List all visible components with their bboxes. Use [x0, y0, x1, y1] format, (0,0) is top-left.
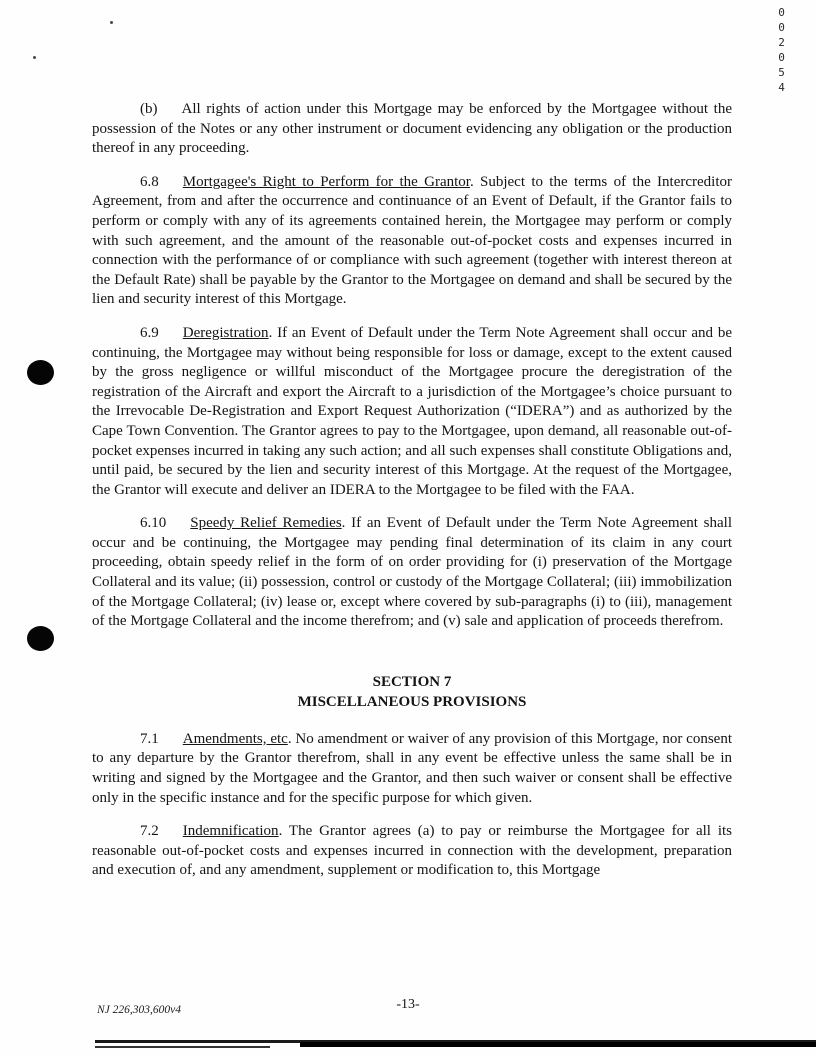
paragraph-6-8 — [92, 173, 732, 310]
scan-edge-artifact — [300, 1042, 816, 1047]
paragraph-number: 6.10 — [140, 515, 167, 532]
paragraph-text: If an Event of Default under the Term Note Agreement shall occur and be continuing, the Mortgagee may pending final determination of its claim in any court proceeding, obtain speedy relief in the form of on order providing for (i) preservation of the Mortgage Collateral and its value; (ii) possession, control or custody of the Mortgage Collateral; (iii) immobilization of the Mortgage Collateral; (iv) lease or, except where covered by sub-paragraphs (i) to (iii), management of the Mortgage Collateral and the income therefrom; and (v) sale and application of proceeds therefrom. — [92, 515, 732, 630]
paragraph-text: The Grantor agrees (a) to pay or reimburse the Mortgagee for all its reasonable out-of-pocket costs and expenses incurred in connection with the development, preparation and execution of, and any amendment, supplement or modification to, this Mortgage — [92, 823, 732, 879]
paragraph-b — [92, 100, 732, 159]
paragraph-6-9 — [92, 324, 732, 500]
heading-period: . — [341, 515, 346, 532]
paragraph-heading: Deregistration — [182, 324, 269, 341]
paragraph-heading: Indemnification — [182, 823, 279, 840]
paragraph-7-2 — [92, 822, 732, 881]
scan-stamp-number: 002054 — [775, 6, 788, 96]
document-id: NJ 226,303,600v4 — [97, 1004, 182, 1016]
paragraph-text: Subject to the terms of the Intercreditor Agreement, from and after the occurrence and continuance of an Event of Default, if the Grantor fails to perform or comply with any of its agreements contained herein, the Mortgagee may perform or comply with such agreement, and the amount of the reasonable out-of-pocket costs and expenses incurred in connection with the performance of or compliance with such agreement (together with interest thereon at the Default Rate) shall be payable by the Grantor to the Mortgagee on demand and shall be secured by the lien and security interest of this Mortgage. — [92, 173, 732, 308]
paragraph-6-10 — [92, 514, 732, 632]
paragraph-number: 7.1 — [140, 730, 159, 747]
paragraph-heading: Mortgagee's Right to Perform for the Grantor — [182, 173, 470, 190]
punch-hole-mark — [27, 360, 54, 385]
paragraph-number: 6.8 — [140, 173, 159, 190]
document-body — [92, 100, 732, 895]
paragraph-number: 6.9 — [140, 324, 159, 341]
section-title: MISCELLANEOUS PROVISIONS — [297, 693, 527, 710]
paragraph-number: (b) — [140, 101, 158, 117]
section-heading — [92, 672, 732, 712]
scan-speck — [110, 21, 113, 24]
heading-period: . — [469, 173, 474, 190]
paragraph-number: 7.2 — [140, 823, 159, 840]
heading-period: . — [278, 823, 283, 840]
paragraph-text: All rights of action under this Mortgage may be enforced by the Mortgagee without the possession of the Notes or any other instrument or document evidencing any obligation or the production thereof in any proceeding. — [92, 101, 732, 157]
paragraph-text: If an Event of Default under the Term Note Agreement shall occur and be continuing, the Mortgagee may without being responsible for loss or damage, except to the extent caused by the gross negligence or willful misconduct of the Mortgagee procure the deregistration of the registration of the Aircraft and export the Aircraft to a jurisdiction of the Mortgagee’s choice pursuant to the Irrevocable De-Registration and Export Request Authorization (“IDERA”) and as authorized by the Cape Town Convention. The Grantor agrees to pay to the Mortgagee, upon demand, all reasonable out-of-pocket expenses incurred in taking any such action; and all such expenses shall constitute Obligations and, until paid, be secured by the lien and security interest of this Mortgage. At the request of the Mortgagee, the Grantor will execute and deliver an IDERA to the Mortgagee to be filed with the FAA. — [92, 324, 732, 498]
paragraph-heading: Amendments, etc — [182, 730, 288, 747]
section-number: SECTION 7 — [372, 673, 452, 690]
paragraph-heading: Speedy Relief Remedies — [190, 515, 342, 532]
punch-hole-mark — [27, 626, 54, 651]
heading-period: . — [268, 324, 273, 341]
page-number: -13- — [396, 997, 420, 1012]
paragraph-7-1 — [92, 730, 732, 808]
scan-edge-artifact — [95, 1046, 270, 1048]
scan-speck — [33, 56, 36, 59]
heading-period: . — [287, 730, 292, 747]
paragraph-text: No amendment or waiver of any provision of this Mortgage, nor consent to any departure by the Grantor therefrom, shall in any event be effective unless the same shall be in writing and signed by the Mortgagee and the Grantor, and then such waiver or consent shall be effective only in the specific instance and for the specific purpose for which given. — [92, 730, 732, 806]
